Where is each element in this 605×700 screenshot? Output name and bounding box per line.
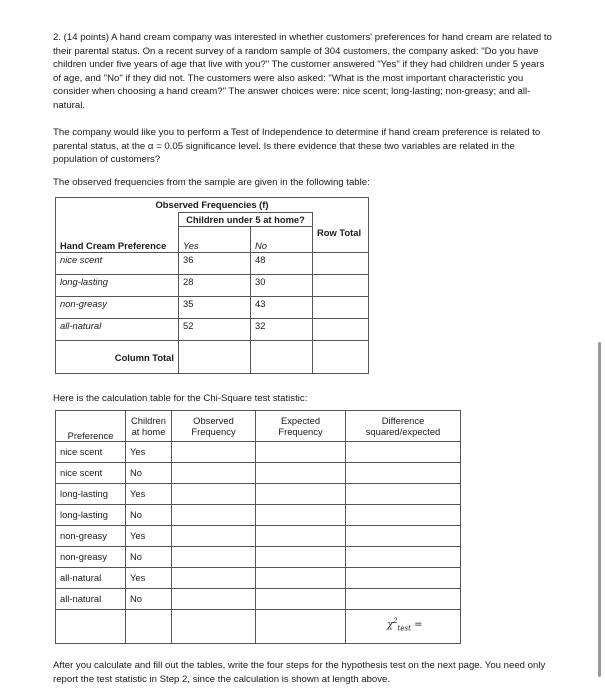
row-label: nice scent [56, 253, 179, 275]
cell-yes: 28 [179, 275, 251, 297]
cell-children: No [126, 589, 172, 610]
header-observed: Observed Frequency [172, 411, 256, 442]
table-row [56, 442, 461, 463]
column-total-row [56, 341, 369, 374]
cell-no: 48 [251, 253, 313, 275]
observed-table-title: Observed Frequencies (f) [56, 198, 369, 213]
question-intro: 2. (14 points) A hand cream company was interested in whether customers' preferences for hand cream are related to their parental status. On a recent survey of a random sample of 304 customers, the company asked: "Do you have children under five years of age that live with you?" The customer answered "Yes" if they had children under 5 years of age, and "No" if they did not. The customers were also asked: "What is the most important characteristic you consider when choosing a hand cream?" The answer choices were: nice scent; long-lasting; non-greasy; and all-natural. [53, 32, 552, 112]
cell-no-total [251, 341, 313, 374]
row-label: long-lasting [56, 275, 179, 297]
cell-children: No [126, 505, 172, 526]
closing-instructions: After you calculate and fill out the tables, write the four steps for the hypothesis test on the next page. You need only report the test statistic in Step 2, since the calculation is shown at length above. [53, 660, 546, 685]
cell-children: No [126, 547, 172, 568]
cell-preference: non-greasy [56, 526, 126, 547]
chi-symbol: χ [387, 619, 394, 631]
cell-preference: nice scent [56, 442, 126, 463]
cell-preference: all-natural [56, 568, 126, 589]
table-row [56, 568, 461, 589]
col-yes-header: Yes [179, 227, 251, 253]
col-no-header: No [251, 227, 313, 253]
table-row [56, 463, 461, 484]
equals-sign: = [410, 619, 423, 631]
observed-frequencies-table [55, 197, 369, 374]
table-row [56, 526, 461, 547]
cell-preference: long-lasting [56, 484, 126, 505]
header-preference: Preference [56, 411, 126, 442]
row-label: non-greasy [56, 297, 179, 319]
cell-children: Yes [126, 526, 172, 547]
cell-total [313, 297, 369, 319]
table-row [56, 319, 369, 341]
cell-yes: 35 [179, 297, 251, 319]
cell-yes: 36 [179, 253, 251, 275]
cell-preference: long-lasting [56, 505, 126, 526]
table-row [56, 505, 461, 526]
table-row [56, 275, 369, 297]
table-row [56, 484, 461, 505]
cell-children: Yes [126, 568, 172, 589]
observed-table-subtitle: Children under 5 at home? [179, 213, 313, 227]
cell-total [313, 275, 369, 297]
vertical-scrollbar[interactable] [598, 342, 601, 677]
cell-yes: 52 [179, 319, 251, 341]
column-total-label: Column Total [56, 341, 179, 374]
table-row [56, 297, 369, 319]
test-statistic-label [387, 617, 422, 634]
cell-children: Yes [126, 484, 172, 505]
cell-no: 30 [251, 275, 313, 297]
cell-preference: nice scent [56, 463, 126, 484]
table-row [56, 589, 461, 610]
calc-table-intro: Here is the calculation table for the Chi-Square test statistic: [53, 393, 308, 404]
table-row [56, 253, 369, 275]
cell-preference: all-natural [56, 589, 126, 610]
table-row [56, 547, 461, 568]
observed-table-intro: The observed frequencies from the sample are given in the following table: [53, 177, 370, 188]
cell-children: Yes [126, 442, 172, 463]
row-total-header: Row Total [313, 227, 369, 253]
header-difference: Difference squared/expected [346, 411, 461, 442]
header-children: Children at home [126, 411, 172, 442]
cell-yes-total [179, 341, 251, 374]
header-expected: Expected Frequency [256, 411, 346, 442]
cell-total [313, 319, 369, 341]
cell-grand-total [313, 341, 369, 374]
cell-children: No [126, 463, 172, 484]
row-label: all-natural [56, 319, 179, 341]
chi-square-calculation-table [55, 410, 461, 644]
cell-preference: non-greasy [56, 547, 126, 568]
cell-no: 32 [251, 319, 313, 341]
row-header: Hand Cream Preference [56, 227, 179, 253]
cell-total [313, 253, 369, 275]
chi-subscript: test [397, 624, 411, 633]
chi-superscript: 2 [393, 617, 398, 625]
question-task: The company would like you to perform a Test of Independence to determine if hand cream preference is related to parental status, at the α = 0.05 significance level. Is there evidence that these two variables are related in the population of customers? [53, 127, 541, 166]
cell-no: 43 [251, 297, 313, 319]
